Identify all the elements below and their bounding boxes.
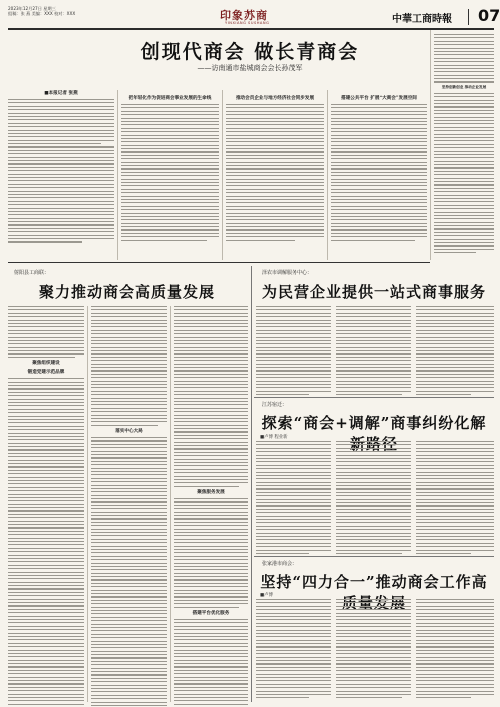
column-rule — [170, 306, 171, 702]
lead-column-4 — [331, 93, 427, 243]
story-divider — [251, 266, 252, 702]
story-kicker: 张家港市商会： — [262, 561, 298, 567]
story-headline: 探索“商会+调解”商事纠纷化解 — [261, 414, 487, 432]
story-rm-col-2 — [336, 441, 411, 556]
body-text — [434, 93, 494, 253]
column-rule — [430, 30, 431, 260]
story-left-col-2 — [91, 306, 167, 707]
story-kicker: 泽农市调解服务中心： — [262, 270, 313, 276]
story-section-head: 聚焦组织建设 — [32, 361, 60, 367]
body-text — [416, 306, 494, 395]
lead-column-3 — [226, 93, 324, 243]
story-headline: 为民营企业提供一站式商事服务 — [261, 283, 486, 301]
lead-column-2 — [121, 93, 219, 243]
body-text — [336, 306, 411, 395]
body-text — [174, 619, 248, 707]
column-rule — [117, 90, 118, 260]
story-rb-col-1 — [256, 599, 331, 701]
story-byline: ■卢博 程业新 — [260, 435, 288, 440]
body-text — [91, 437, 167, 707]
body-text — [336, 441, 411, 554]
story-left-col-3 — [174, 306, 248, 707]
lead-section-head: 坚持创新创业 推动企业发展 — [441, 84, 487, 89]
story-section-head: 搭建平台优化服务 — [192, 610, 230, 616]
section-logo-sub: YINXIANG SUSHANG — [225, 21, 270, 25]
column-rule — [327, 90, 328, 260]
story-left-col-1 — [8, 306, 84, 707]
story-rt-col-2 — [336, 306, 411, 398]
body-text — [416, 441, 494, 554]
lead-section-head: 搭建公共平台 扩展“大商会”发展空间 — [341, 96, 417, 101]
page-number: 07 — [478, 6, 500, 25]
story-section-head: 聚焦服务发展 — [197, 490, 225, 496]
story-headline: 聚力推动商会高质量发展 — [38, 283, 215, 301]
newspaper-name: 中華工商時報 — [392, 14, 452, 25]
lead-byline: ■本报记者 张燕 — [44, 91, 78, 96]
lead-section-head: 把年轻化作为促进商会事业发展的生命线 — [128, 96, 212, 101]
body-text — [91, 306, 167, 426]
body-text — [226, 104, 324, 241]
story-byline: ■卢博 — [260, 593, 273, 598]
story-rt-col-1 — [256, 306, 331, 398]
body-text — [256, 599, 331, 698]
body-text — [8, 99, 114, 243]
lead-column-5 — [434, 34, 494, 256]
body-text — [331, 104, 427, 241]
masthead — [8, 4, 500, 30]
story-headline: 坚持“四力合一”推动商会工作高 — [260, 573, 488, 591]
body-text — [174, 498, 248, 608]
section-logo: 印象苏商 — [220, 9, 268, 22]
story-section-head: 锻造党建示范品牌 — [27, 370, 65, 376]
story-kicker: 射阳县工商联： — [14, 270, 50, 276]
section-divider — [8, 262, 430, 263]
lead-section-head: 推动会员企业与地方经济社会同步发展 — [235, 96, 315, 101]
story-divider — [254, 397, 494, 398]
body-text — [256, 306, 331, 395]
body-text — [174, 306, 248, 487]
lead-subheadline: ——访南通市盐城商会会长孙茂军 — [197, 64, 303, 72]
lead-column-1 — [8, 88, 114, 245]
body-text — [434, 34, 494, 83]
body-text — [256, 441, 331, 554]
story-divider — [254, 556, 494, 557]
editor-credits: 组稿：张 燕 美编：XXX 校对：XXX — [8, 11, 76, 16]
story-rb-col-2 — [336, 599, 411, 701]
story-rb-col-3 — [416, 599, 494, 701]
column-rule — [222, 90, 223, 260]
issue-date: 2023年12月27日 星期三 — [8, 6, 56, 11]
body-text — [336, 599, 411, 698]
body-text — [8, 378, 84, 707]
story-section-head: 落实中心大局 — [115, 429, 143, 435]
masthead-divider — [468, 9, 469, 25]
story-rm-col-3 — [416, 441, 494, 556]
story-kicker: 江苏宿迁： — [262, 402, 288, 408]
body-text — [121, 104, 219, 241]
body-text — [8, 306, 84, 358]
lead-headline: 创现代商会 做长青商会 — [140, 41, 360, 63]
column-rule — [87, 306, 88, 702]
story-rt-col-3 — [416, 306, 494, 398]
date-line — [8, 6, 75, 16]
story-rm-col-1 — [256, 441, 331, 556]
body-text — [416, 599, 494, 698]
